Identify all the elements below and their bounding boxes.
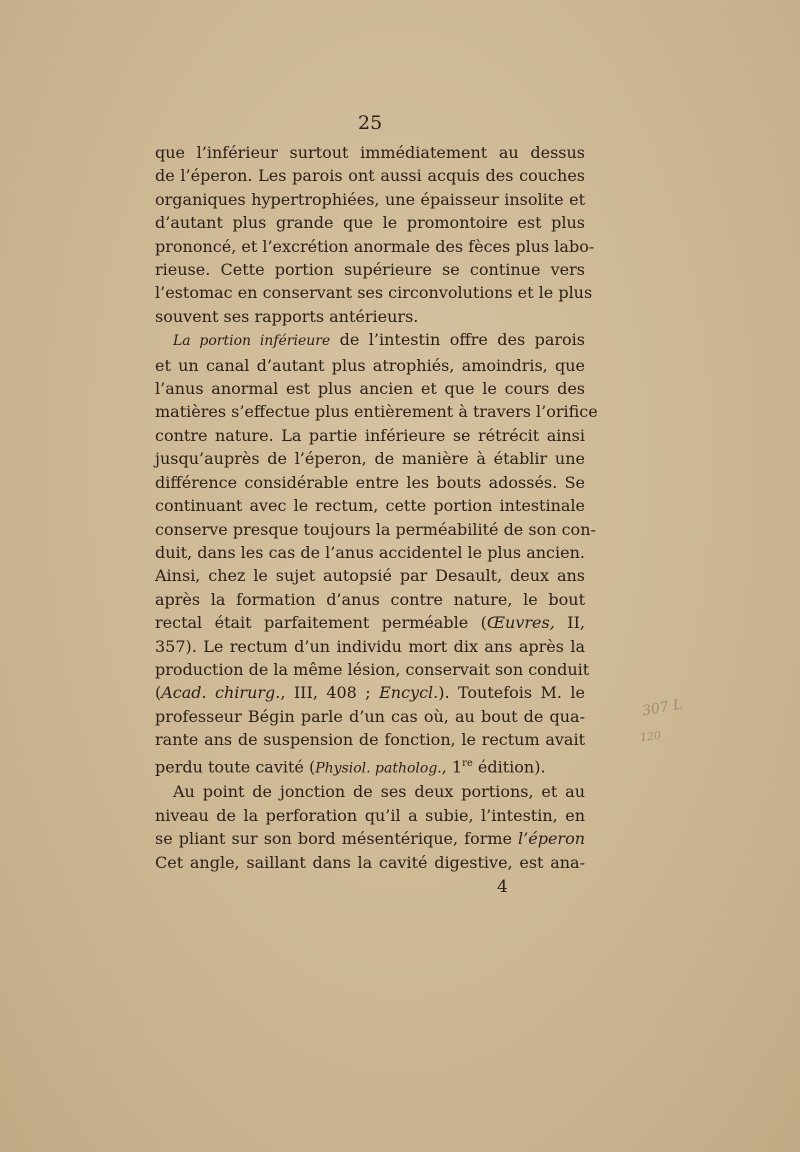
text-line: et un canal d’autant plus atrophiés, amoindris, que	[155, 355, 585, 375]
text-line: rieuse. Cette portion supérieure se continue vers	[155, 260, 585, 280]
text-line: niveau de la perforation qu’il a subie, l’intestin, en	[155, 805, 585, 825]
text-line: souvent ses rapports antérieurs.	[155, 306, 419, 326]
text-fragment: , 1	[441, 756, 463, 776]
text-line: matières s’effectue plus entièrement à travers l’orifice	[155, 402, 598, 422]
text-line: l’estomac en conservant ses circonvolutions et le plus	[155, 283, 593, 303]
superscript: re	[462, 757, 473, 769]
citation-title: Acad. chirurg.	[161, 683, 281, 703]
text-line: continuant avec le rectum, cette portion intestinale	[155, 496, 585, 516]
text-line: que l’inférieur surtout immédiatement au dessus	[155, 143, 585, 162]
citation-title: Encycl.	[379, 683, 439, 703]
text-fragment: rectal était parfaitement perméable (	[155, 613, 487, 633]
signature-mark: 4	[497, 877, 508, 897]
text-line	[155, 752, 585, 781]
text-fragment: ). Toutefois M. le	[438, 683, 586, 703]
text-line	[155, 681, 585, 704]
text-line: conserve presque toujours la perméabilité de son con-	[155, 519, 596, 539]
text-line: Cet angle, saillant dans la cavité digestive, est ana-	[155, 852, 585, 872]
text-fragment: se pliant sur son bord mésentérique, forme	[155, 829, 519, 849]
text-line: après la formation d’anus contre nature, le bout	[155, 589, 585, 609]
text-line: l’anus anormal est plus ancien et que le cours des	[155, 379, 585, 399]
body-text	[155, 141, 598, 874]
text-line	[155, 611, 585, 634]
text-line: d’autant plus grande que le promontoire est plus	[155, 213, 585, 233]
text-fragment: , III, 408 ;	[280, 683, 380, 703]
citation-title: Œuvres,	[486, 613, 555, 633]
text-fragment: perdu toute cavité (	[155, 756, 316, 776]
text-line	[155, 827, 585, 850]
text-fragment: de l’intestin offre des parois	[330, 330, 585, 350]
text-line: jusqu’auprès de l’éperon, de manière à établir une	[155, 449, 585, 469]
text-line: production de la même lésion, conservait son conduit	[155, 659, 590, 679]
text-line: 357). Le rectum d’un individu mort dix ans après la	[155, 636, 585, 656]
text-line: prononcé, et l’excrétion anormale des fèces plus labo-	[155, 236, 595, 256]
text-fragment: II,	[554, 613, 585, 633]
text-line: organiques hypertrophiées, une épaisseur insolite et	[155, 189, 585, 209]
italic-term: La portion inférieure	[173, 333, 331, 350]
text-line: rante ans de suspension de fonction, le rectum avait	[155, 730, 585, 750]
citation-title: Physiol. patholog.	[315, 759, 442, 776]
text-fragment: (	[155, 683, 162, 703]
text-line: Au point de jonction de ses deux portions, et au	[173, 782, 585, 802]
italic-term: l’éperon	[518, 829, 585, 849]
text-line: professeur Bégin parle d’un cas où, au bout de qua-	[155, 706, 585, 726]
text-line: contre nature. La partie inférieure se rétrécit ainsi	[155, 425, 585, 445]
pencil-margin-note: 120	[639, 728, 662, 745]
text-line: duit, dans les cas de l’anus accidentel le plus ancien.	[155, 542, 585, 562]
text-line	[155, 328, 585, 353]
text-line: Ainsi, chez le sujet autopsié par Desault, deux ans	[155, 566, 585, 586]
text-line: de l’éperon. Les parois ont aussi acquis des couches	[155, 166, 585, 186]
pencil-margin-note: 307 L	[640, 696, 684, 720]
text-fragment: édition).	[472, 756, 546, 776]
page-number: 25	[358, 112, 383, 134]
text-line: différence considérable entre les bouts adossés. Se	[155, 472, 585, 492]
